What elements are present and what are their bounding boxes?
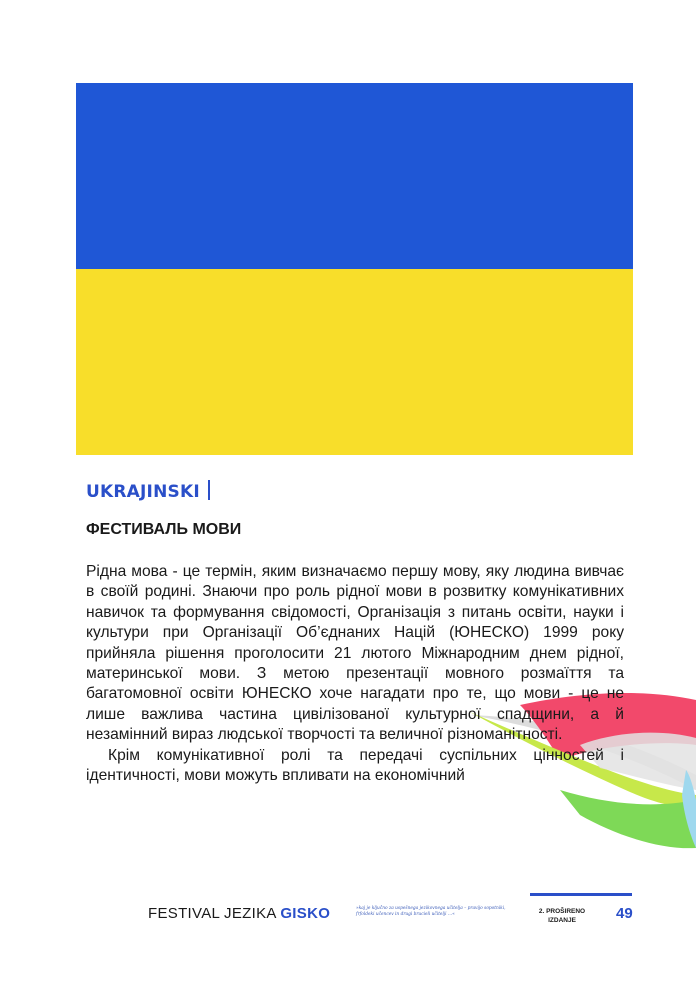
footer-title-highlight: GISKO [280,905,331,922]
article-body [86,562,624,786]
paragraph-1: Рідна мова - це термін, яким визначаємо першу мову, яку людина вивчає в своїй родині. Знаючи про роль рідної мови в розвитку комунікативних навичок та формування свідомості, Організація з питань освіти, науки і культури при Організації Об’єднаних Націй (ЮНЕСКО) 1999 року прийняла рішення проголосити 21 лютого Міжнародним днем рідної, материнської мови. З метою презентації мовного розмаїття та багатомовної освіти ЮНЕСКО хоче нагадати про те, що мови - це не лише важлива частина цивілізованої культурної спадщини, а й незамінний вираз людської творчості та величної різноманітності. [86,563,624,744]
paragraph-2: Крім комунікативної ролі та передачі суспільних цінностей і ідентичності, мови можуть впливати на економічний [86,746,624,785]
page-number: 49 [616,905,633,922]
section-subtitle: ФЕСТИВАЛЬ МОВИ [86,521,242,538]
footer-tagline: »kaj je ključno za uspešnega jezikovnega učitelja – pravijo sopotniki, frfoldeki učencev in drugi brucieli učitelji …« [356,906,506,917]
footer-edition: 2. PROŠIRENO IZDANJE [538,908,586,924]
language-heading-text: UKRAJINSKI [86,482,200,502]
footer-title-plain: FESTIVAL JEZIKA [148,905,281,922]
